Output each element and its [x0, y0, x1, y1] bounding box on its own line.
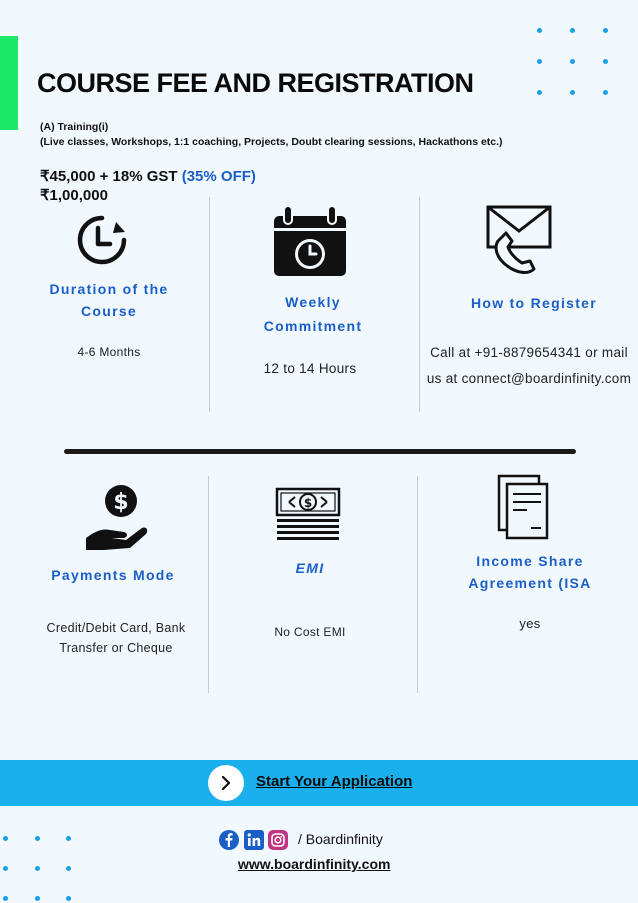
accent-bar	[0, 36, 18, 130]
price	[40, 167, 256, 185]
document-icon	[497, 474, 549, 545]
instagram-icon[interactable]	[268, 830, 288, 850]
divider	[209, 197, 210, 412]
clock-icon	[76, 214, 128, 271]
how-to-register-title: How to Register	[470, 295, 598, 311]
banknote-icon	[275, 487, 341, 548]
svg-text:$: $	[303, 496, 313, 510]
linkedin-icon[interactable]	[244, 830, 264, 850]
website-link[interactable]: www.boardinfinity.com	[238, 856, 391, 872]
price-value: ₹45,000 + 18% GST	[40, 168, 178, 185]
envelope-phone-icon	[486, 205, 552, 280]
section-divider	[64, 449, 576, 454]
original-price: ₹1,00,000	[40, 187, 108, 204]
discount-badge: (35% OFF)	[181, 168, 256, 185]
divider	[419, 197, 420, 412]
facebook-icon[interactable]	[219, 830, 239, 850]
emi-title: EMI	[295, 560, 325, 576]
emi-value: No Cost EMI	[274, 625, 346, 639]
isa-value: yes	[519, 616, 541, 631]
weekly-commitment-title: Weekly Commitment	[263, 294, 363, 334]
weekly-commitment-value: 12 to 14 Hours	[263, 361, 357, 376]
hand-dollar-icon	[84, 484, 150, 557]
duration-value: 4-6 Months	[77, 345, 141, 359]
payments-mode-value: Credit/Debit Card, Bank Transfer or Cheque	[46, 621, 186, 655]
duration-title: Duration of the Course	[49, 281, 169, 319]
isa-title: Income Share Agreement (ISA	[468, 553, 592, 591]
payments-mode-title: Payments Mode	[51, 567, 175, 583]
chevron-right-icon[interactable]	[208, 765, 244, 801]
how-to-register-value: Call at +91-8879654341 or mail us at connect@boardinfinity.com	[426, 345, 632, 386]
start-application-link[interactable]: Start Your Application	[256, 773, 413, 790]
social-handle: / Boardinfinity	[298, 831, 383, 847]
divider	[208, 476, 209, 693]
training-details: (Live classes, Workshops, 1:1 coaching, Projects, Doubt clearing sessions, Hackathons etc.)	[40, 136, 503, 148]
training-label: (A) Training(i)	[40, 121, 109, 133]
divider	[417, 476, 418, 693]
calendar-icon	[272, 204, 348, 283]
svg-text:$: $	[113, 490, 129, 515]
page-title: COURSE FEE AND REGISTRATION	[37, 68, 474, 98]
